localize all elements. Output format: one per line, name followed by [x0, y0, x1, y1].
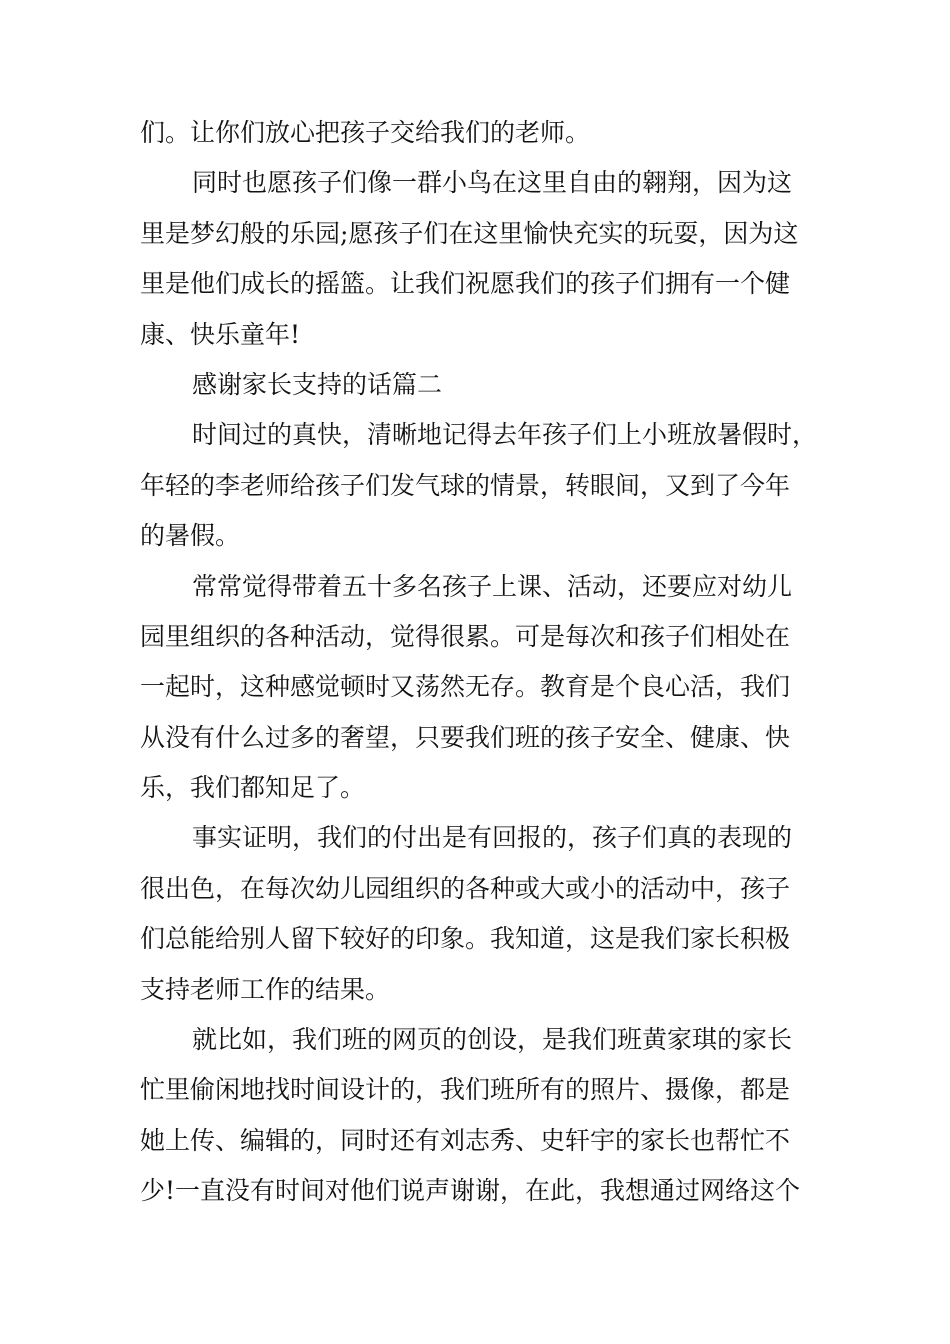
text-line: 很出色，在每次幼儿园组织的各种或大或小的活动中，孩子: [140, 873, 791, 903]
text-line: 们总能给别人留下较好的印象。我知道，这是我们家长积极: [140, 924, 791, 954]
text-line: 乐，我们都知足了。: [140, 773, 366, 803]
text-line: 康、快乐童年!: [140, 319, 301, 349]
text-line: 忙里偷闲地找时间设计的，我们班所有的照片、摄像，都是: [140, 1075, 791, 1105]
text-line: 里是梦幻般的乐园;愿孩子们在这里愉快充实的玩耍，因为这: [140, 218, 799, 248]
paragraph-start-line: 常常觉得带着五十多名孩子上课、活动，还要应对幼儿: [192, 571, 793, 601]
text-line: 一起时，这种感觉顿时又荡然无存。教育是个良心活，我们: [140, 672, 791, 702]
section-heading: 感谢家长支持的话篇二: [192, 369, 443, 399]
paragraph-start-line: 时间过的真快，清晰地记得去年孩子们上小班放暑假时，: [192, 420, 818, 450]
text-line: 支持老师工作的结果。: [140, 974, 391, 1004]
paragraph-start-line: 事实证明，我们的付出是有回报的，孩子们真的表现的: [192, 823, 793, 853]
text-line: 从没有什么过多的奢望，只要我们班的孩子安全、健康、快: [140, 722, 791, 752]
text-line: 少!一直没有时间对他们说声谢谢，在此，我想通过网络这个: [140, 1176, 801, 1206]
text-line: 园里组织的各种活动，觉得很累。可是每次和孩子们相处在: [140, 621, 791, 651]
document-body: [140, 108, 830, 1217]
text-line: 的暑假。: [140, 521, 241, 551]
text-line: 她上传、编辑的，同时还有刘志秀、史轩宇的家长也帮忙不: [140, 1125, 791, 1155]
text-line: 里是他们成长的摇篮。让我们祝愿我们的孩子们拥有一个健: [140, 269, 791, 299]
text-line: 们。让你们放心把孩子交给我们的老师。: [140, 118, 591, 147]
paragraph-start-line: 同时也愿孩子们像一群小鸟在这里自由的翱翔，因为这: [192, 168, 793, 198]
paragraph-start-line: 就比如，我们班的网页的创设，是我们班黄家琪的家长: [192, 1025, 793, 1055]
text-line: 年轻的李老师给孩子们发气球的情景，转眼间，又到了今年: [140, 470, 791, 500]
